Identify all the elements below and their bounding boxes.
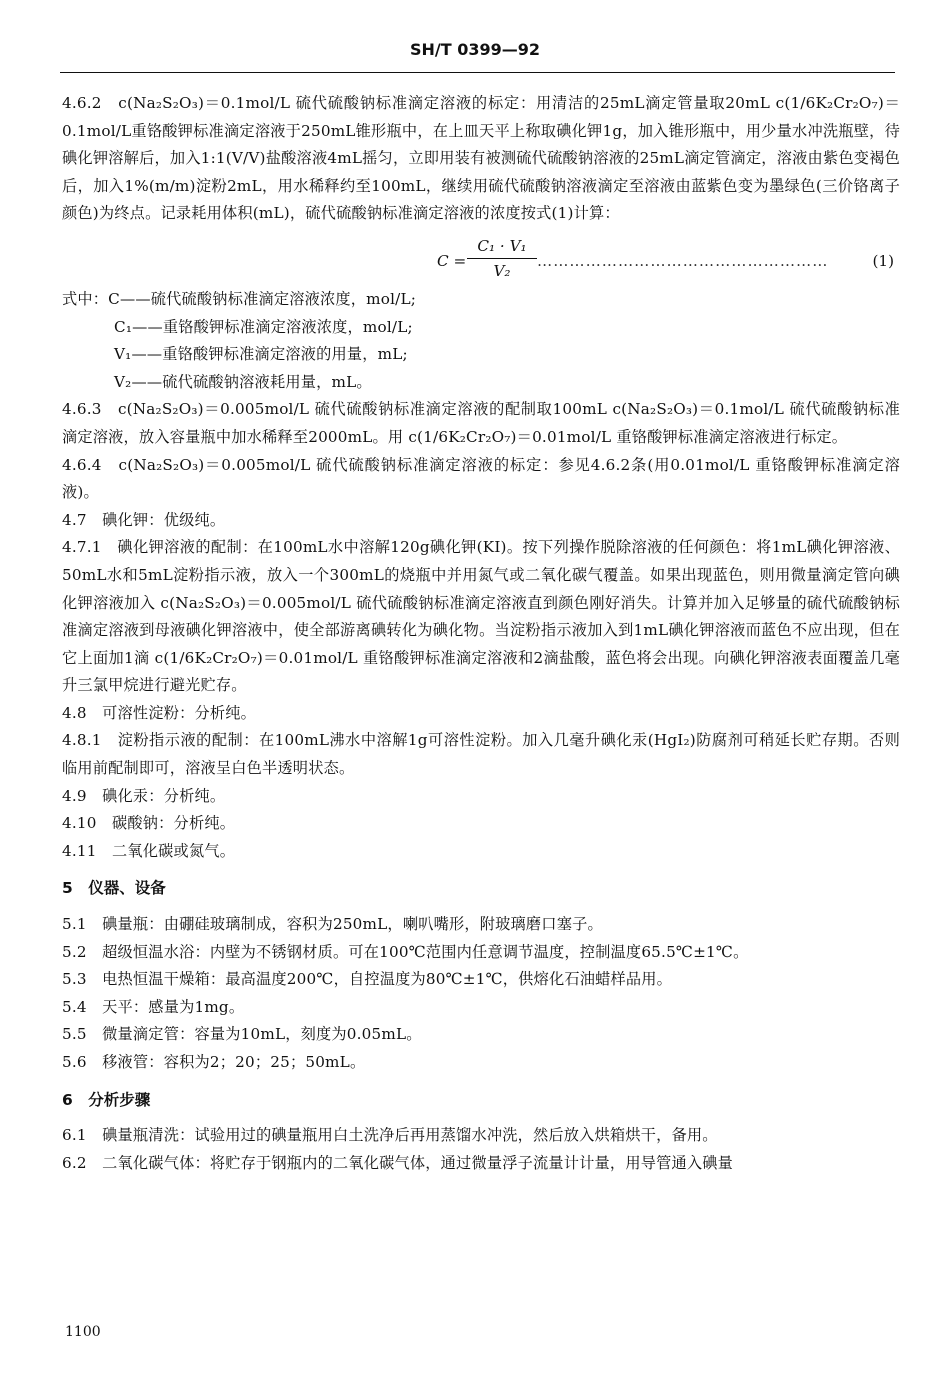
where-line-4: V₂——硫代硫酸钠溶液耗用量，mL。	[114, 372, 372, 391]
para-5-2: 5.2 超级恒温水浴：内壁为不锈钢材质。可在100℃范围内任意调节温度，控制温度65.5℃±1℃。	[62, 942, 749, 961]
formula-denominator: V₂	[493, 261, 511, 280]
formula-numerator: C₁ · V₁	[467, 234, 537, 259]
formula-leader-dots: ………………………………………………	[537, 251, 829, 270]
para-5-5: 5.5 微量滴定管：容量为10mL，刻度为0.05mL。	[62, 1025, 422, 1044]
para-4-8-1: 4.8.1 淀粉指示液的配制：在100mL沸水中溶解1g可溶性淀粉。加入几毫升碘化汞(HgI₂)防腐剂可稍延长贮存期。否则临用前配制即可，溶液呈白色半透明状态。	[62, 731, 900, 778]
page-header: SH/T 0399—92	[409, 40, 541, 59]
where-line-1: 式中：C——硫代硫酸钠标准滴定溶液浓度，mol/L;	[62, 289, 417, 308]
para-4-7: 4.7 碘化钾：优级纯。	[62, 510, 226, 529]
section-5-heading: 5 仪器、设备	[62, 879, 166, 898]
formula-fraction	[467, 234, 537, 283]
para-4-7-1: 4.7.1 碘化钾溶液的配制：在100mL水中溶解120g碘化钾(KI)。按下列操作脱除溶液的任何颜色：将1mL碘化钾溶液、50mL水和5mL淀粉指示液，放入一个300mL的烧瓶中并用氮气或二氧化碳气覆盖。如果出现蓝色，则用微量滴定管向碘化钾溶液加入 c(Na₂S₂O₃)＝0.005mol/L 硫代硫酸钠标准滴定溶液直到颜色刚好消失。计算并加入足够量的硫代硫酸钠标准滴定溶液到母液碘化钾溶液中，使全部游离碘转化为碘化物。当淀粉指示液加入到1mL碘化钾溶液而蓝色不应出现，但在它上面加1滴 c(1/6K₂Cr₂O₇)＝0.01mol/L 重铬酸钾标准滴定溶液和2滴盐酸，蓝色将会出现。向碘化钾溶液表面覆盖几毫升三氯甲烷进行避光贮存。	[62, 538, 900, 695]
where-line-2: C₁——重铬酸钾标准滴定溶液浓度，mol/L;	[114, 317, 413, 336]
page-number: 1100	[65, 1324, 101, 1340]
para-4-6-2: 4.6.2 c(Na₂S₂O₃)＝0.1mol/L 硫代硫酸钠标准滴定溶液的标定：用清洁的25mL滴定管量取20mL c(1/6K₂Cr₂O₇)＝0.1mol/L重铬酸钾标准滴定溶液于250mL锥形瓶中，在上皿天平上称取碘化钾1g，加入锥形瓶中，用少量水冲洗瓶壁，待碘化钾溶解后，加入1:1(V/V)盐酸溶液4mL摇匀，立即用装有被测硫代硫酸钠溶液的25mL滴定管滴定，溶液由紫色变褐色后，加入1%(m/m)淀粉2mL，用水稀释约至100mL，继续用硫代硫酸钠溶液滴定至溶液由蓝紫色变为墨绿色(三价铬离子颜色)为终点。记录耗用体积(mL)，硫代硫酸钠标准滴定溶液的浓度按式(1)计算：	[62, 94, 900, 223]
para-5-1: 5.1 碘量瓶：由硼硅玻璃制成，容积为250mL，喇叭嘴形，附玻璃磨口塞子。	[62, 915, 603, 934]
formula-number: (1)	[872, 251, 894, 270]
header-rule	[60, 72, 895, 73]
para-6-1: 6.1 碘量瓶清洗：试验用过的碘量瓶用白土洗净后再用蒸馏水冲洗，然后放入烘箱烘干，备用。	[62, 1126, 718, 1145]
para-5-4: 5.4 天平：感量为1mg。	[62, 997, 245, 1016]
para-4-8: 4.8 可溶性淀粉：分析纯。	[62, 703, 257, 722]
where-line-3: V₁——重铬酸钾标准滴定溶液的用量，mL;	[114, 345, 408, 364]
para-4-6-3: 4.6.3 c(Na₂S₂O₃)＝0.005mol/L 硫代硫酸钠标准滴定溶液的配制取100mL c(Na₂S₂O₃)＝0.1mol/L 硫代硫酸钠标准滴定溶液，放入容量瓶中加水稀释至2000mL。用 c(1/6K₂Cr₂O₇)＝0.01mol/L 重铬酸钾标准滴定溶液进行标定。	[62, 400, 900, 446]
formula-1	[62, 234, 900, 286]
para-4-10: 4.10 碳酸钠：分析纯。	[62, 814, 236, 833]
para-4-11: 4.11 二氧化碳或氮气。	[62, 841, 236, 860]
para-4-9: 4.9 碘化汞：分析纯。	[62, 786, 226, 805]
para-5-3: 5.3 电热恒温干燥箱：最高温度200℃，自控温度为80℃±1℃，供熔化石油蜡样品用。	[62, 970, 673, 989]
para-5-6: 5.6 移液管：容积为2；20；25；50mL。	[62, 1053, 366, 1071]
document-body	[62, 90, 900, 1177]
para-6-2: 6.2 二氧化碳气体：将贮存于钢瓶内的二氧化碳气体，通过微量浮子流量计计量，用导管通入碘量	[62, 1153, 734, 1172]
section-6-heading: 6 分析步骤	[62, 1090, 151, 1109]
formula-lhs: C =	[437, 251, 467, 270]
para-4-6-4: 4.6.4 c(Na₂S₂O₃)＝0.005mol/L 硫代硫酸钠标准滴定溶液的标定：参见4.6.2条(用0.01mol/L 重铬酸钾标准滴定溶液)。	[62, 455, 900, 502]
